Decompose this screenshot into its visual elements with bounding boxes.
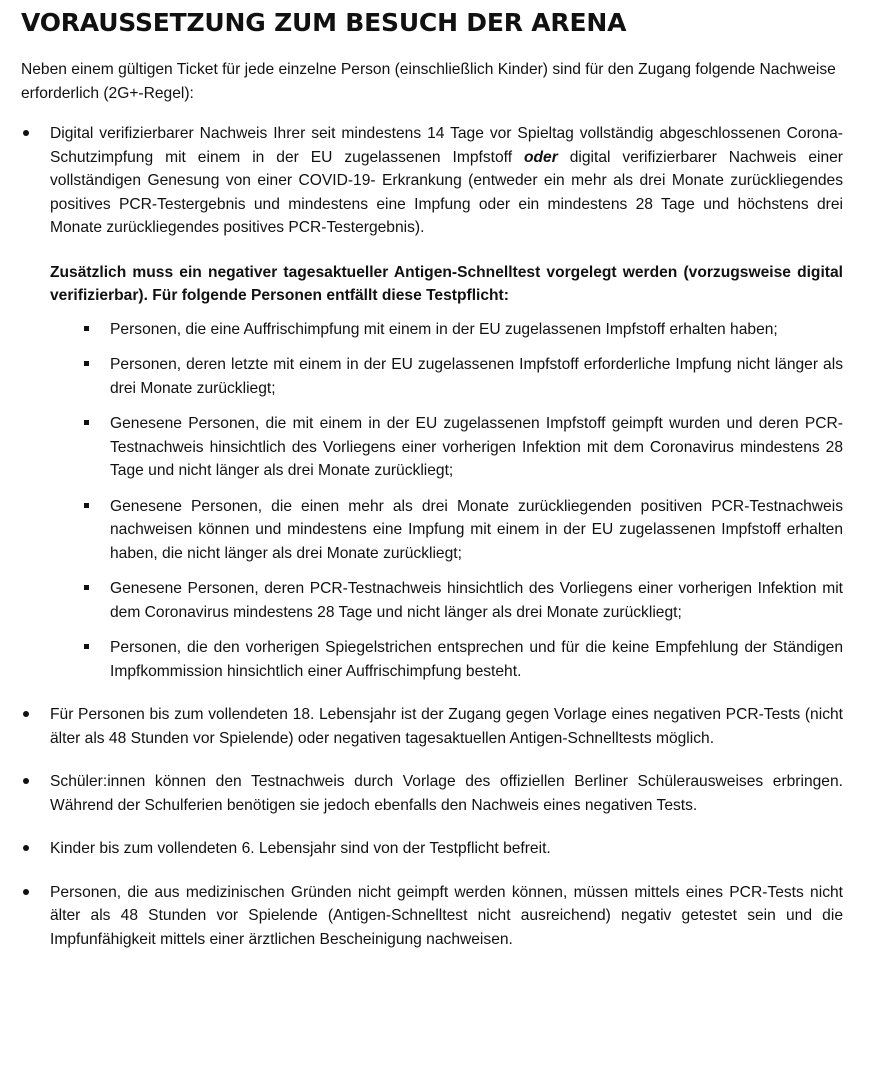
minors-text: Für Personen bis zum vollendeten 18. Lebensjahr ist der Zugang gegen Vorlage eines negativen PCR-Tests (nicht älter als 48 Stunden vor Spielende) oder negativen tagesaktuellen Antigen-Schnelltests möglich. — [50, 706, 843, 747]
bullet-dot — [23, 130, 29, 136]
exemption-text: Genesene Personen, die mit einem in der EU zugelassenen Impfstoff geimpft wurden und deren PCR-Testnachweis hinsichtlich des Vorliegens einer vorherigen Infektion mit dem Coronavirus mindestens 28 Tage und nicht länger als drei Monate zurückliegt; — [110, 415, 843, 479]
exemptions-list — [50, 318, 843, 684]
page-title: VORAUSSETZUNG ZUM BESUCH DER ARENA — [21, 8, 627, 37]
exemption-item — [50, 353, 843, 400]
recovery-text: digital verifizierbarer Nachweis einer vollständigen Genesung von einer COVID-19- Erkrankung (entweder ein mehr als drei Monate zurückliegendes positives PCR-Testergebnis und mindestens eine Impfung oder ein mindestens 28 Tage und höchstens drei Monate zurückliegendes positives PCR-Testergebnis). — [50, 148, 843, 236]
exemption-text: Personen, deren letzte mit einem in der EU zugelassenen Impfstoff erforderliche Impfung nicht länger als drei Monate zurückliegt; — [110, 356, 843, 397]
bullet-dot — [23, 711, 29, 717]
vaccination-recovery-text — [50, 122, 843, 240]
square-bullet — [84, 503, 89, 508]
exemption-text: Genesene Personen, die einen mehr als drei Monate zurückliegenden positiven PCR-Testnachweis nachweisen können und mindestens eine Impfung mit einem in der EU zugelassenen Impfstoff erhalten haben, die nicht länger als drei Monate zurückliegt; — [110, 497, 843, 562]
exemption-item — [50, 412, 843, 483]
bullet-dot — [23, 889, 29, 895]
exemption-item — [50, 577, 843, 624]
requirements-list — [21, 122, 843, 951]
bullet-dot — [23, 778, 29, 784]
list-item-minors — [21, 703, 843, 750]
medical-exemption-text: Personen, die aus medizinischen Gründen nicht geimpft werden können, müssen mittels eines PCR-Tests nicht älter als 48 Stunden vor Spielende (Antigen-Schnelltest nicht ausreichend) negativ getestet sein und die Impfunfähigkeit mittels einer ärztlichen Bescheinigung nachweisen. — [50, 883, 843, 948]
square-bullet — [84, 326, 89, 331]
intro-paragraph: Neben einem gültigen Ticket für jede einzelne Person (einschließlich Kinder) sind für den Zugang folgende Nachweise erforderlich (2G+-Regel): — [21, 61, 836, 102]
exemption-text: Genesene Personen, deren PCR-Testnachweis hinsichtlich des Vorliegens einer vorherigen Infektion mit dem Coronavirus mindestens 28 Tage und nicht länger als drei Monate zurückliegt; — [110, 580, 843, 621]
students-text: Schüler:innen können den Testnachweis durch Vorlage des offiziellen Berliner Schülerausweises erbringen. Während der Schulferien benötigen sie jedoch ebenfalls den Nachweis eines negativen Tests. — [50, 773, 843, 814]
square-bullet — [84, 420, 89, 425]
exemption-text: Personen, die den vorherigen Spiegelstrichen entsprechen und für die keine Empfehlung der Ständigen Impfkommission hinsichtlich einer Auffrischimpfung besteht. — [110, 639, 843, 680]
vaccination-text: Digital verifizierbarer Nachweis Ihrer seit mindestens 14 Tage vor Spieltag vollständig abgeschlossenen Corona-Schutzimpfung mit einem in der EU zugelassenen Impfstoff — [50, 125, 843, 166]
square-bullet — [84, 585, 89, 590]
exemption-text: Personen, die eine Auffrischimpfung mit einem in der EU zugelassenen Impfstoff erhalten haben; — [110, 320, 778, 338]
square-bullet — [84, 644, 89, 649]
test-requirement-note: Zusätzlich muss ein negativer tagesaktueller Antigen-Schnelltest vorgelegt werden (vorzugsweise digital verifizierbar). Für folgende Personen entfällt diese Testpflicht: — [50, 263, 843, 304]
square-bullet — [84, 361, 89, 366]
exemption-item — [50, 318, 843, 342]
list-item-medical-exemption — [21, 881, 843, 952]
exemption-item — [50, 636, 843, 683]
list-item-students — [21, 770, 843, 817]
children-text: Kinder bis zum vollendeten 6. Lebensjahr sind von der Testpflicht befreit. — [50, 840, 551, 857]
exemption-item — [50, 495, 843, 566]
list-item-children — [21, 837, 843, 861]
document-page — [21, 6, 843, 951]
list-item-vaccination-recovery — [21, 122, 843, 683]
emphasis-oder: oder — [523, 148, 558, 166]
bullet-dot — [23, 845, 29, 851]
